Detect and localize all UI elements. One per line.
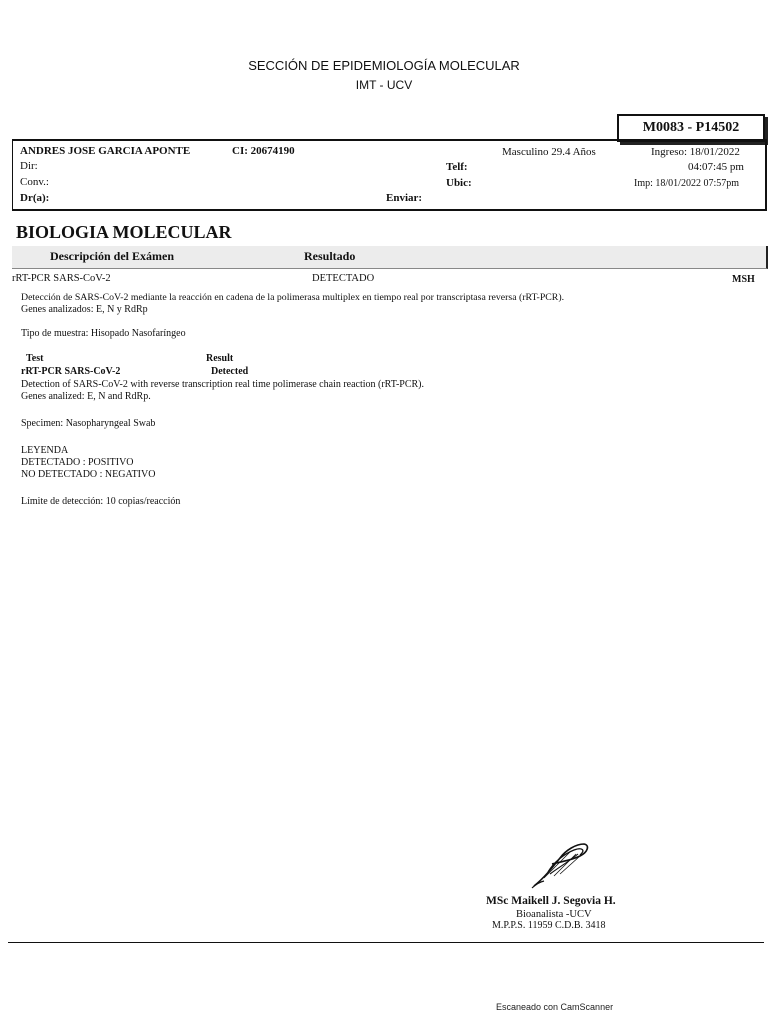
admission-date: Ingreso: 18/01/2022 — [651, 146, 740, 158]
column-result: Resultado — [304, 249, 356, 263]
signer-title: Bioanalista -UCV — [516, 909, 592, 920]
english-specimen: Specimen: Nasopharyngeal Swab — [21, 418, 156, 429]
exam-name: rRT-PCR SARS-CoV-2 — [12, 273, 111, 284]
exam-result: DETECTADO — [312, 273, 375, 284]
print-date: Imp: 18/01/2022 07:57pm — [634, 178, 739, 189]
address-label: Dir: — [20, 160, 38, 172]
spanish-sample-type: Tipo de muestra: Hisopado Nasofaríngeo — [21, 328, 186, 339]
spanish-genes: Genes analizados: E, N y RdRp — [21, 304, 148, 315]
footer-divider — [8, 942, 764, 943]
legend-heading: LEYENDA — [21, 445, 69, 456]
exam-code: MSH — [732, 274, 755, 285]
signature-mark — [530, 838, 594, 890]
patient-ci: CI: 20674190 — [232, 145, 295, 157]
english-test-result: Detected — [211, 366, 249, 377]
patient-name: ANDRES JOSE GARCIA APONTE — [20, 145, 191, 157]
institution-name: IMT - UCV — [355, 78, 413, 92]
column-description: Descripción del Exámen — [50, 249, 174, 263]
section-title: BIOLOGIA MOLECULAR — [16, 222, 232, 242]
signer-name: MSc Maikell J. Segovia H. — [486, 895, 616, 907]
patient-sex-age: Masculino 29.4 Años — [502, 146, 596, 158]
agreement-label: Conv.: — [20, 176, 49, 188]
sample-code: M0083 - P14502 — [617, 114, 765, 142]
scanner-watermark: Escaneado con CamScanner — [496, 1002, 614, 1012]
doctor-label: Dr(a): — [20, 192, 50, 204]
english-genes: Genes analized: E, N and RdRp. — [21, 391, 151, 402]
english-test-header: Test — [26, 353, 44, 364]
spanish-description: Detección de SARS-CoV-2 mediante la reacción en cadena de la polimerasa multiplex en tiempo real por transcriptasa reversa (rRT-PCR). — [21, 292, 565, 303]
legend-negative: NO DETECTADO : NEGATIVO — [21, 469, 156, 480]
signer-registration: M.P.P.S. 11959 C.D.B. 3418 — [492, 920, 606, 931]
english-result-header: Result — [206, 353, 234, 364]
phone-label: Telf: — [446, 161, 468, 173]
admission-time: 04:07:45 pm — [688, 161, 744, 173]
detection-limit: Límite de detección: 10 copias/reacción — [21, 496, 181, 507]
location-label: Ubic: — [446, 177, 472, 189]
english-test-name: rRT-PCR SARS-CoV-2 — [21, 366, 121, 377]
english-description: Detection of SARS-CoV-2 with reverse transcription real time polimerase chain reaction (rRT-PCR). — [21, 379, 425, 390]
send-label: Enviar: — [386, 192, 423, 204]
legend-positive: DETECTADO : POSITIVO — [21, 457, 134, 468]
lab-section-title: SECCIÓN DE EPIDEMIOLOGÍA MOLECULAR — [248, 58, 520, 73]
